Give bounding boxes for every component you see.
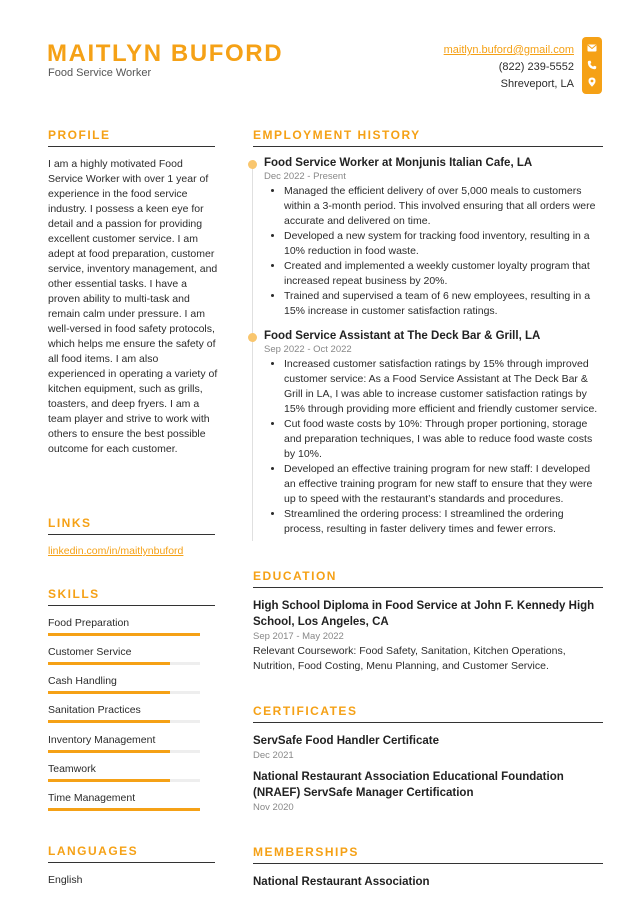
- linkedin-link[interactable]: linkedin.com/in/maitlynbuford: [48, 545, 184, 557]
- job-entry: [264, 330, 604, 537]
- skill-bar: [48, 779, 200, 782]
- membership-entry: [253, 874, 603, 890]
- education-coursework: Relevant Coursework: Food Safety, Sanitation, Kitchen Operations, Nutrition, Food Costing, Menu Planning, and Customer Service.: [253, 645, 566, 672]
- job-date: Dec 2022 - Present: [264, 171, 346, 182]
- education-date: Sep 2017 - May 2022: [253, 631, 344, 642]
- skill-bar: [48, 720, 200, 723]
- job-bullet: • Managed the efficient delivery of over 5,000 meals to customers within a 3-month period. This involved ensuring that all orders were accurate and delivered on time.: [284, 184, 604, 229]
- skill-item: [48, 646, 200, 658]
- phone-number: (822) 239-5552: [498, 61, 574, 73]
- timeline-line: [252, 165, 253, 541]
- skill-label: Time Management: [48, 792, 136, 804]
- timeline-dot: [248, 333, 257, 342]
- skill-item: [48, 734, 200, 746]
- education-title: High School Diploma in Food Service at John F. Kennedy High School, Los Angeles, CA: [253, 600, 595, 628]
- education-entry: [253, 598, 603, 674]
- skill-bar: [48, 633, 200, 636]
- languages-heading: LANGUAGES: [48, 844, 215, 863]
- certificate-date: Dec 2021: [253, 750, 294, 761]
- skill-item: [48, 675, 200, 687]
- language-item: English: [48, 874, 83, 886]
- candidate-role: Food Service Worker: [48, 67, 152, 79]
- skill-bar: [48, 662, 200, 665]
- job-bullets: [264, 357, 604, 537]
- timeline-dot: [248, 160, 257, 169]
- employment-heading: EMPLOYMENT HISTORY: [253, 128, 603, 147]
- certificate-title: National Restaurant Association Educational Foundation (NRAEF) ServSafe Manager Certification: [253, 771, 564, 799]
- skill-label: Customer Service: [48, 646, 132, 658]
- location-pin-icon: [587, 77, 597, 87]
- skill-bar: [48, 691, 200, 694]
- email-link[interactable]: maitlyn.buford@gmail.com: [443, 44, 574, 56]
- contact-icon-bar: [582, 37, 602, 94]
- phone-icon: [587, 60, 597, 70]
- education-heading: EDUCATION: [253, 569, 603, 588]
- job-title: Food Service Assistant at The Deck Bar & Grill, LA: [264, 330, 541, 342]
- skill-bar: [48, 808, 200, 811]
- job-bullet: • Streamlined the ordering process: I streamlined the ordering process, resulting in faster delivery times and fewer errors.: [284, 507, 604, 537]
- job-bullet: • Cut food waste costs by 10%: Through proper portioning, storage and preparation techniques, I was able to reduce food waste costs by 10%.: [284, 417, 604, 462]
- links-heading: LINKS: [48, 516, 215, 535]
- memberships-heading: MEMBERSHIPS: [253, 845, 603, 864]
- contact-info: [444, 42, 574, 93]
- envelope-icon: [587, 43, 597, 53]
- skill-item: [48, 792, 200, 804]
- profile-text: I am a highly motivated Food Service Worker with over 1 year of experience in the food service industry. I possess a keen eye for detail and a passion for providing excellent customer service. I am adept at food preparation, customer service, inventory management, and other essential tasks. I have a proven ability to multi-task and remain calm under pressure. I am well-versed in food safety protocols, which helps me ensure the safety of all food items. I am also experienced in operating a variety of kitchen equipment, such as grills, toasters, and deep fryers. I am a team player and strive to work with others to ensure the best possible outcome for each customer.: [48, 158, 218, 455]
- job-bullet: • Increased customer satisfaction ratings by 15% through improved customer service: As a Food Service Assistant at The Deck Bar & Grill in LA, I was able to increase customer satisfaction ratings by 15% through providing more efficient and friendly customer service.: [284, 357, 604, 417]
- skills-heading: SKILLS: [48, 587, 215, 606]
- skill-label: Cash Handling: [48, 675, 117, 687]
- job-bullets: [264, 184, 604, 319]
- certificate-entry: [253, 733, 603, 761]
- job-title: Food Service Worker at Monjunis Italian Cafe, LA: [264, 157, 533, 169]
- job-bullet: • Developed a new system for tracking food inventory, resulting in a 10% reduction in food waste.: [284, 229, 604, 259]
- job-entry: [264, 157, 604, 319]
- job-date: Sep 2022 - Oct 2022: [264, 344, 352, 355]
- job-bullet: • Trained and supervised a team of 6 new employees, resulting in a 15% increase in customer satisfaction ratings.: [284, 289, 604, 319]
- location: Shreveport, LA: [500, 78, 574, 90]
- certificates-heading: CERTIFICATES: [253, 704, 603, 723]
- certificate-date: Nov 2020: [253, 802, 294, 813]
- skill-label: Sanitation Practices: [48, 704, 141, 716]
- skill-item: [48, 763, 200, 775]
- skill-item: [48, 617, 200, 629]
- membership-title: National Restaurant Association: [253, 876, 430, 888]
- job-bullet: • Created and implemented a weekly customer loyalty program that increased repeat business by 20%.: [284, 259, 604, 289]
- profile-heading: PROFILE: [48, 128, 215, 147]
- certificate-entry: [253, 769, 603, 813]
- skill-bar: [48, 750, 200, 753]
- skill-label: Teamwork: [48, 763, 96, 775]
- skill-label: Inventory Management: [48, 734, 156, 746]
- job-bullet: • Developed an effective training program for new staff: I developed an effective training program for new staff to ensure that they were up to speed with the restaurant’s standards and procedures.: [284, 462, 604, 507]
- skill-item: [48, 704, 200, 716]
- skill-label: Food Preparation: [48, 617, 130, 629]
- certificate-title: ServSafe Food Handler Certificate: [253, 735, 439, 747]
- candidate-name: MAITLYN BUFORD: [47, 40, 284, 67]
